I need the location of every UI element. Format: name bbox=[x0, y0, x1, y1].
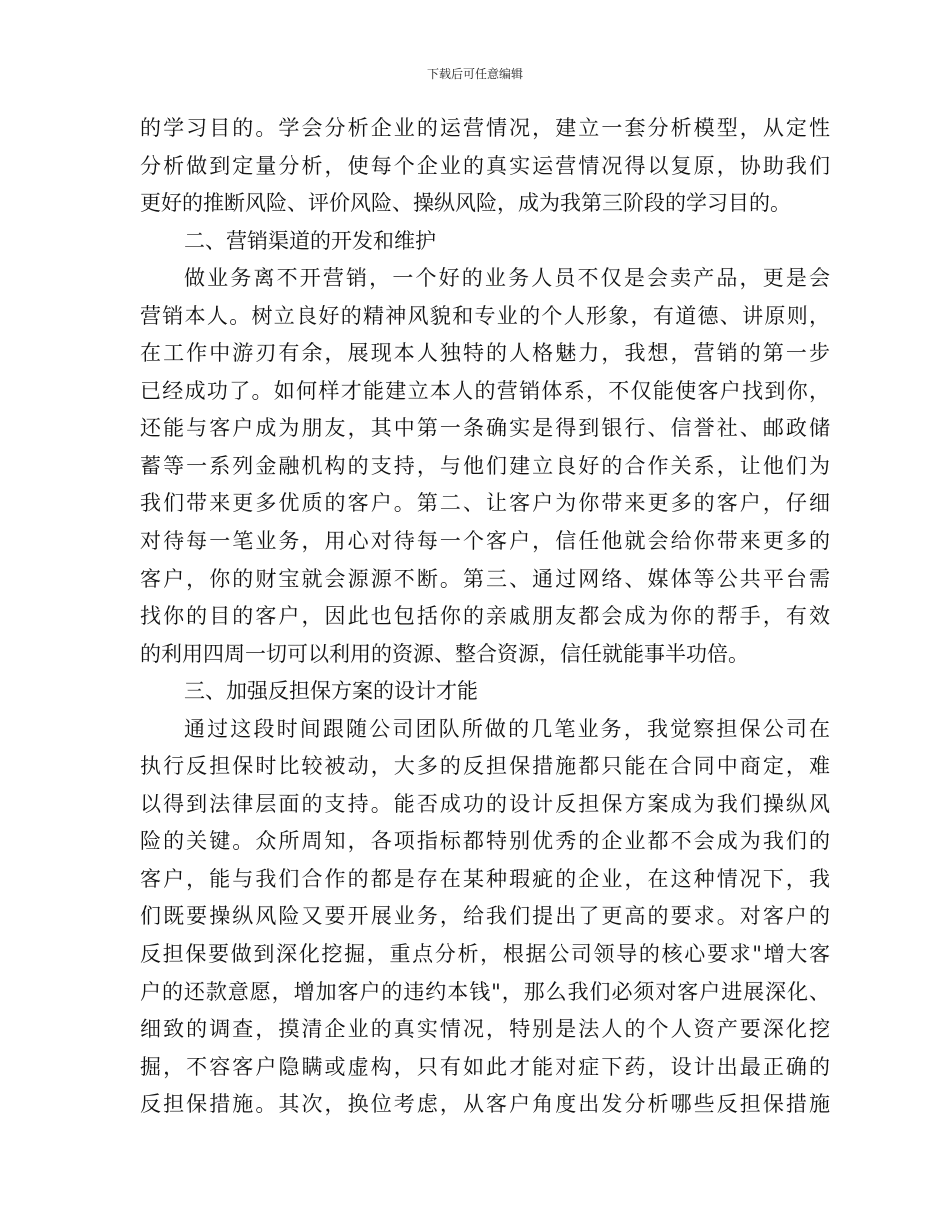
paragraph-line: 做业务离不开营销，一个好的业务人员不仅是会卖产品，更是会 bbox=[184, 266, 830, 291]
paragraph-line: 还能与客户成为朋友，其中第一条确实是得到银行、信誉社、邮政储 bbox=[140, 416, 830, 441]
header-text: 下载后可任意编辑 bbox=[426, 67, 523, 81]
paragraph-line: 户的还款意愿，增加客户的违约本钱"，那么我们必须对客户进展深化、 bbox=[140, 979, 830, 1004]
paragraph-line: 以得到法律层面的支持。能否成功的设计反担保方案成为我们操纵风 bbox=[140, 791, 830, 816]
paragraph-line: 已经成功了。如何样才能建立本人的营销体系，不仅能使客户找到你， bbox=[140, 378, 830, 403]
paragraph-line: 细致的调查，摸清企业的真实情况，特别是法人的个人资产要深化挖 bbox=[140, 1017, 830, 1042]
paragraph-line: 对待每一笔业务，用心对待每一个客户，信任他就会给你带来更多的 bbox=[140, 529, 830, 554]
paragraph-line: 我们带来更多优质的客户。第二、让客户为你带来更多的客户，仔细 bbox=[140, 491, 830, 516]
paragraph-line: 在工作中游刃有余，展现本人独特的人格魅力，我想，营销的第一步 bbox=[140, 341, 830, 366]
paragraph-line: 险的关键。众所周知，各项指标都特别优秀的企业都不会成为我们的 bbox=[140, 829, 830, 854]
paragraph-line: 分析做到定量分析，使每个企业的真实运营情况得以复原，协助我们 bbox=[140, 153, 830, 178]
paragraph-line: 通过这段时间跟随公司团队所做的几笔业务，我觉察担保公司在 bbox=[184, 716, 830, 741]
page-header bbox=[0, 66, 950, 82]
paragraph-line: 掘，不容客户隐瞒或虚构，只有如此才能对症下药，设计出最正确的 bbox=[140, 1054, 830, 1079]
paragraph-line: 客户，你的财宝就会源源不断。第三、通过网络、媒体等公共平台需 bbox=[140, 566, 830, 591]
document-body bbox=[140, 110, 830, 1124]
paragraph-line: 反担保措施。其次，换位考虑，从客户角度出发分析哪些反担保措施 bbox=[140, 1092, 830, 1117]
paragraph-line: 更好的推断风险、评价风险、操纵风险，成为我第三阶段的学习目的。 bbox=[140, 191, 791, 216]
paragraph-line: 客户，能与我们合作的都是存在某种瑕疵的企业，在这种情况下，我 bbox=[140, 866, 830, 891]
paragraph-line: 反担保要做到深化挖掘，重点分析，根据公司领导的核心要求"增大客 bbox=[140, 942, 830, 967]
paragraph-line: 的学习目的。学会分析企业的运营情况，建立一套分析模型，从定性 bbox=[140, 116, 830, 140]
paragraph-line: 的利用四周一切可以利用的资源、整合资源，信任就能事半功倍。 bbox=[140, 641, 749, 666]
paragraph-line: 执行反担保时比较被动，大多的反担保措施都只能在合同中商定，难 bbox=[140, 754, 830, 779]
paragraph-line: 找你的目的客户，因此也包括你的亲戚朋友都会成为你的帮手，有效 bbox=[140, 604, 830, 629]
paragraph-line: 蓄等一系列金融机构的支持，与他们建立良好的合作关系，让他们为 bbox=[140, 453, 830, 478]
section-heading: 三、加强反担保方案的设计才能 bbox=[184, 679, 478, 704]
section-heading: 二、营销渠道的开发和维护 bbox=[184, 228, 436, 253]
paragraph-line: 们既要操纵风险又要开展业务，给我们提出了更高的要求。对客户的 bbox=[140, 904, 830, 929]
paragraph-line: 营销本人。树立良好的精神风貌和专业的个人形象，有道德、讲原则， bbox=[140, 303, 830, 328]
